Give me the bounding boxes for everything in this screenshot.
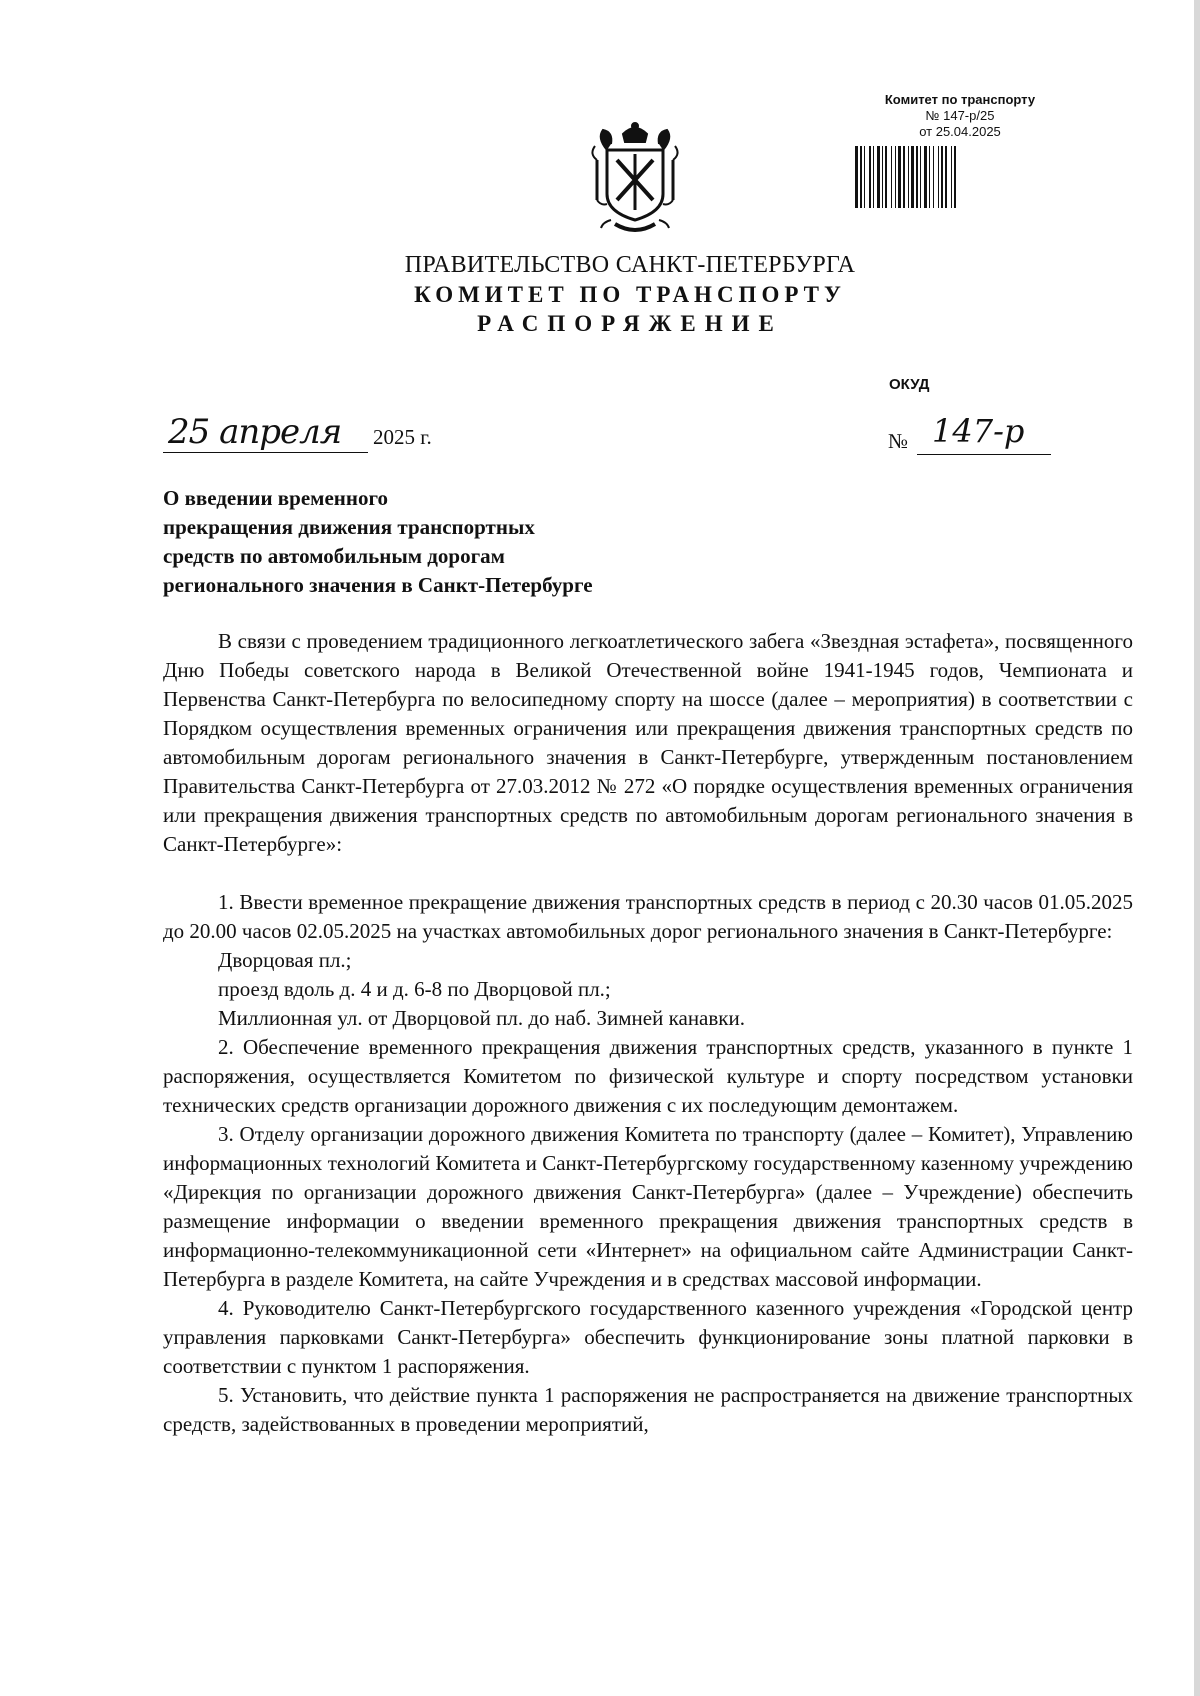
document-header — [0, 250, 1200, 338]
paragraph-1: 1. Ввести временное прекращение движения транспортных средств в период с 20.30 часов 01.05.2025 до 20.00 часов 02.05.2025 на участках автомобильных дорог регионального значения в Санкт-Петербурге: — [163, 890, 1133, 943]
preamble-paragraph: В связи с проведением традиционного легкоатлетического забега «Звездная эстафета», посвященного Дню Победы советского народа в Великой Отечественной войне 1941-1945 годов, Чемпионата и Первенства Санкт-Петербурга по велосипедному спорту на шоссе (далее – мероприятия) в соответствии с Порядком осуществления временных ограничения или прекращения движения транспортных средств по автомобильным дорогам регионального значения в Санкт-Петербурге, утвержденным постановлением Правительства Санкт-Петербурга от 27.03.2012 № 272 «О порядке осуществления временных ограничения или прекращения движения транспортных средств по автомобильным дорогам регионального значения в Санкт-Петербурге»: — [163, 629, 1133, 856]
date-underline — [163, 452, 368, 453]
list-item: Дворцовая пл.; — [218, 948, 352, 972]
list-item: Миллионная ул. от Дворцовой пл. до наб. Зимней канавки. — [218, 1006, 745, 1030]
number-underline — [917, 454, 1051, 455]
handwritten-date: 25 апреля — [168, 412, 342, 452]
title-line: прекращения движения транспортных — [163, 515, 535, 539]
committee-name: КОМИТЕТ ПО ТРАНСПОРТУ — [414, 282, 846, 307]
stamp-line-2: № 147-р/25 — [925, 108, 995, 123]
government-name: ПРАВИТЕЛЬСТВО САНКТ-ПЕТЕРБУРГА — [404, 252, 856, 278]
barcode-icon — [855, 146, 1060, 208]
paragraph-5: 5. Установить, что действие пункта 1 распоряжения не распространяется на движение транспортных средств, задействованных в проведении мероприятий, — [163, 1383, 1133, 1436]
stamp-line-3: от 25.04.2025 — [919, 124, 1001, 139]
paragraph-3: 3. Отделу организации дорожного движения Комитета по транспорту (далее – Комитет), Управлению информационных технологий Комитета и Санкт-Петербургскому государственному казенному учреждению «Дирекция по организации дорожного движения Санкт-Петербурга» (далее – Учреждение) обеспечить размещение информации о введении временного прекращения движения транспортных средств в информационно-телекоммуникационной сети «Интернет» на официальном сайте Администрации Санкт-Петербурга в разделе Комитета, на сайте Учреждения и в средствах массовой информации. — [163, 1122, 1133, 1291]
handwritten-number: 147-р — [932, 412, 1025, 450]
spb-coat-of-arms-icon — [585, 120, 685, 238]
list-item: проезд вдоль д. 4 и д. 6-8 по Дворцовой пл.; — [218, 977, 611, 1001]
document-body — [163, 627, 1133, 1439]
paragraph-2: 2. Обеспечение временного прекращения движения транспортных средств, указанного в пункте 1 распоряжения, осуществляется Комитетом по физической культуре и спорту посредством установки технических средств организации дорожного движения с их последующим демонтажем. — [163, 1035, 1133, 1117]
title-line: средств по автомобильным дорогам — [163, 544, 505, 568]
registration-stamp — [845, 92, 1075, 140]
number-label: № — [888, 429, 909, 453]
stamp-line-1: Комитет по транспорту — [884, 92, 1036, 107]
title-line: регионального значения в Санкт-Петербурге — [163, 573, 593, 597]
document-type: РАСПОРЯЖЕНИЕ — [477, 311, 783, 336]
document-title — [163, 484, 593, 600]
title-line: О введении временного — [163, 486, 388, 510]
date-year: 2025 г. — [373, 425, 432, 449]
okud-label: ОКУД — [889, 376, 930, 393]
paragraph-4: 4. Руководителю Санкт-Петербургского государственного казенного учреждения «Городской центр управления парковками Санкт-Петербурга» обеспечить функционирование зоны платной парковки в соответствии с пунктом 1 распоряжения. — [163, 1296, 1133, 1378]
